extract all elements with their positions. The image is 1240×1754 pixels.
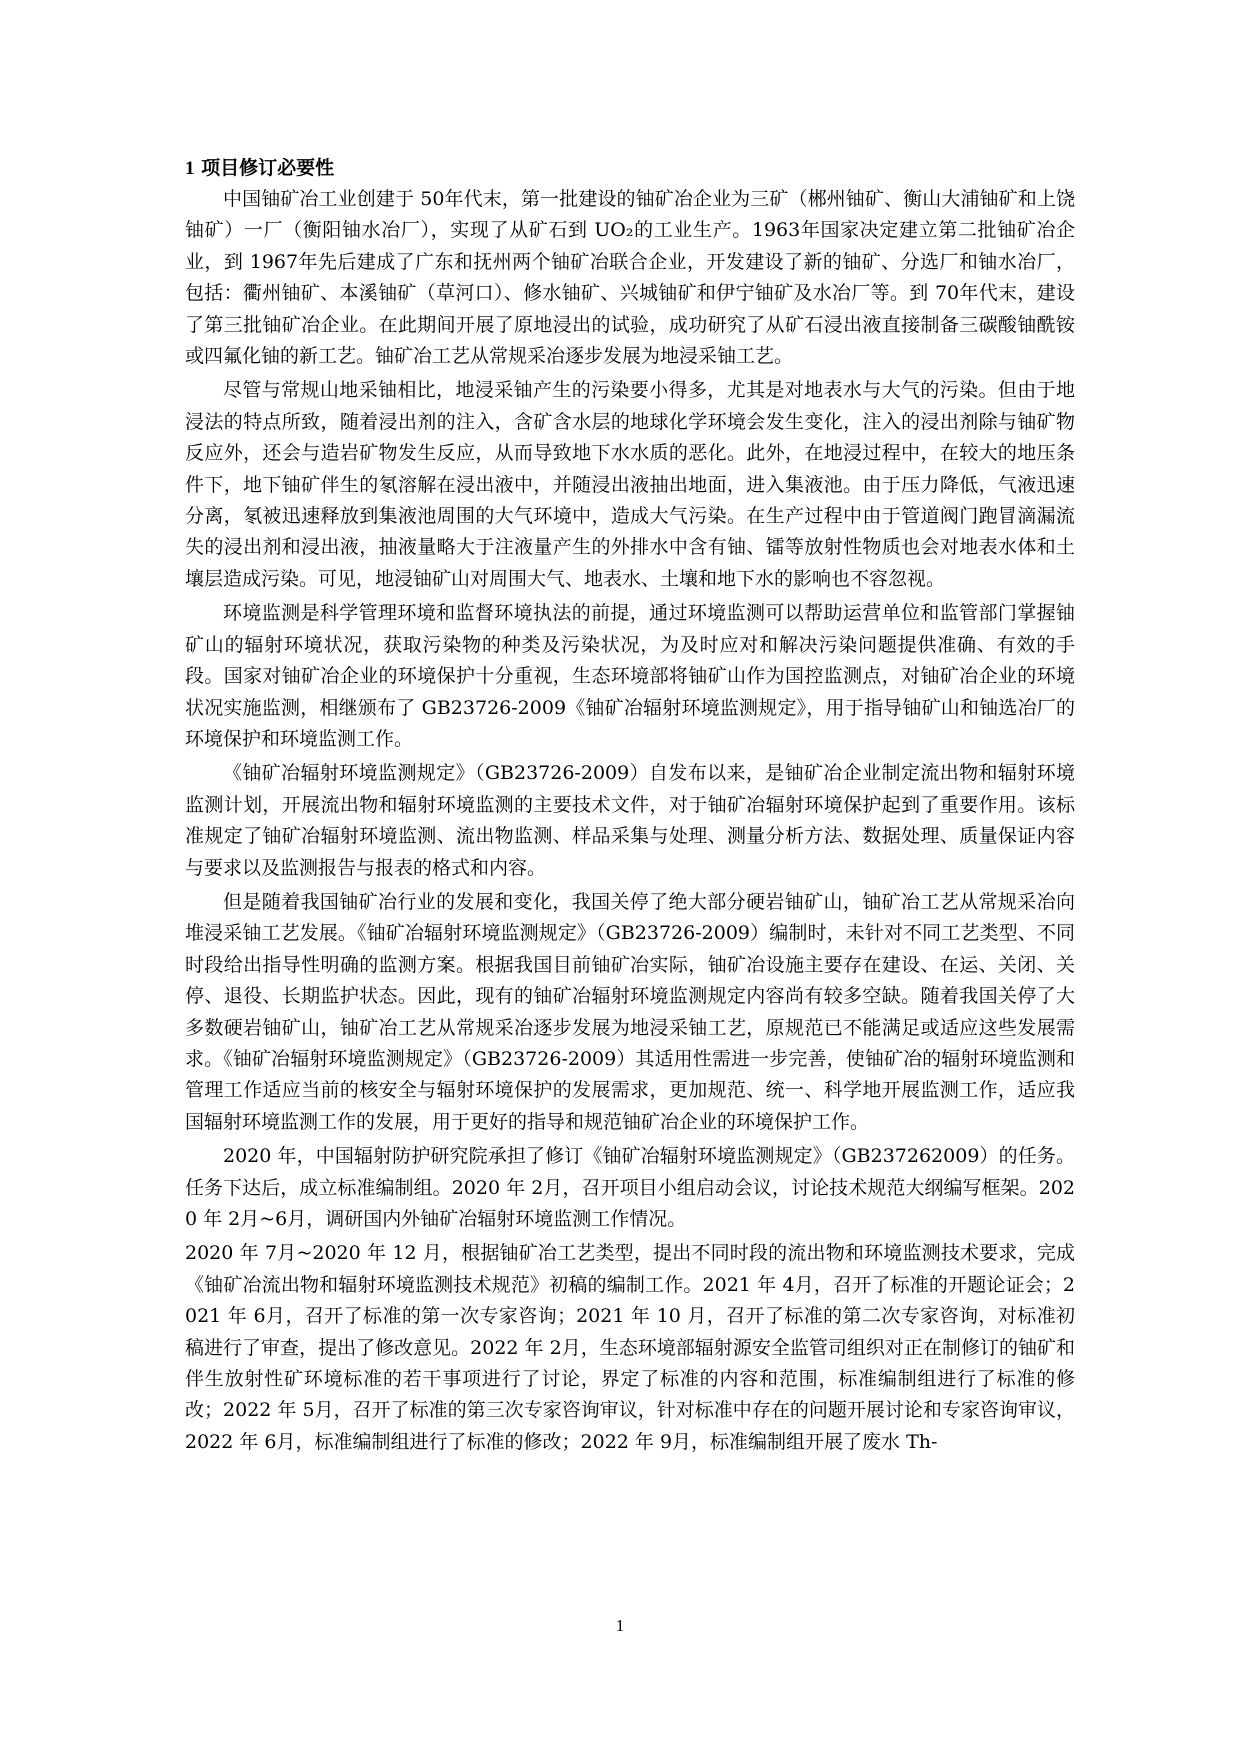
section-number: 1	[185, 158, 195, 179]
paragraph-standard: 《铀矿冶辐射环境监测规定》（GB23726-2009）自发布以来，是铀矿冶企业制定流出物和辐射环境监测计划，开展流出物和辐射环境监测的主要技术文件，对于铀矿冶辐射环境保护起到了重要作用。该标准规定了铀矿冶辐射环境监测、流出物监测、样品采集与处理、测量分析方法、数据处理、质量保证内容与要求以及监测报告与报表的格式和内容。	[185, 762, 1075, 879]
paragraph-history: 中国铀矿冶工业创建于 50年代末，第一批建设的铀矿冶企业为三矿（郴州铀矿、衡山大浦铀矿和上饶铀矿）一厂（衡阳铀水冶厂），实现了从矿石到 UO₂的工业生产。1963年国家决定建立第二批铀矿冶企业，到 1967年先后建成了广东和抚州两个铀矿冶联合企业，开发建设了新的铀矿、分选厂和铀水冶厂，包括：衢州铀矿、本溪铀矿（草河口）、修水铀矿、兴城铀矿和伊宁铀矿及水冶厂等。到 70年代末，建设了第三批铀矿冶企业。在此期间开展了原地浸出的试验，成功研究了从矿石浸出液直接制备三碳酸铀酰铵或四氟化铀的新工艺。铀矿冶工艺从常规采冶逐步发展为地浸采铀工艺。	[185, 188, 1075, 368]
paragraph-monitoring: 环境监测是科学管理环境和监督环境执法的前提，通过环境监测可以帮助运营单位和监管部门掌握铀矿山的辐射环境状况，获取污染物的种类及污染状况，为及时应对和解决污染问题提供准确、有效的手段。国家对铀矿冶企业的环境保护十分重视，生态环境部将铀矿山作为国控监测点，对铀矿冶企业的环境状况实施监测，相继颁布了 GB23726-2009《铀矿冶辐射环境监测规定》，用于指导铀矿山和铀选冶厂的环境保护和环境监测工作。	[185, 602, 1075, 750]
paragraph-development: 但是随着我国铀矿冶行业的发展和变化，我国关停了绝大部分硬岩铀矿山，铀矿冶工艺从常规采冶向堆浸采铀工艺发展。《铀矿冶辐射环境监测规定》（GB23726-2009）编制时，未针对不同工艺类型、不同时段给出指导性明确的监测方案。根据我国目前铀矿冶实际，铀矿冶设施主要存在建设、在运、关闭、关停、退役、长期监护状态。因此，现有的铀矿冶辐射环境监测规定内容尚有较多空缺。随着我国关停了大多数硬岩铀矿山，铀矿冶工艺从常规采冶逐步发展为地浸采铀工艺，原规范已不能满足或适应这些发展需求。《铀矿冶辐射环境监测规定》（GB23726-2009）其适用性需进一步完善，使铀矿冶的辐射环境监测和管理工作适应当前的核安全与辐射环境保护的发展需求，更加规范、统一、科学地开展监测工作，适应我国辐射环境监测工作的发展，用于更好的指导和规范铀矿冶企业的环境保护工作。	[185, 890, 1075, 1133]
paragraph-pollution: 尽管与常规山地采铀相比，地浸采铀产生的污染要小得多，尤其是对地表水与大气的污染。但由于地浸法的特点所致，随着浸出剂的注入，含矿含水层的地球化学环境会发生变化，注入的浸出剂除与铀矿物反应外，还会与造岩矿物发生反应，从而导致地下水水质的恶化。此外，在地浸过程中，在较大的地压条件下，地下铀矿伴生的氡溶解在浸出液中，并随浸出液抽出地面，进入集液池。由于压力降低，气液迅速分离，氡被迅速释放到集液池周围的大气环境中，造成大气污染。在生产过程中由于管道阀门跑冒滴漏流失的浸出剂和浸出液，抽液量略大于注液量产生的外排水中含有铀、镭等放射性物质也会对地表水体和土壤层造成污染。可见，地浸铀矿山对周围大气、地表水、土壤和地下水的影响也不容忽视。	[185, 379, 1075, 590]
paragraph-revision-2020: 2020 年，中国辐射防护研究院承担了修订《铀矿冶辐射环境监测规定》（GB237262009）的任务。任务下达后，成立标准编制组。2020 年 2月，召开项目小组启动会议，讨论技术规范大纲编写框架。2020 年 2月~6月，调研国内外铀矿冶辐射环境监测工作情况。	[185, 1145, 1075, 1230]
section-heading	[185, 152, 1075, 184]
document-page	[185, 152, 1075, 1461]
section-title: 项目修订必要性	[201, 157, 335, 179]
paragraph-timeline: 2020 年 7月~2020 年 12 月，根据铀矿冶工艺类型，提出不同时段的流出物和环境监测技术要求，完成《铀矿冶流出物和辐射环境监测技术规范》初稿的编制工作。2021 年 4月，召开了标准的开题论证会；2021 年 6月，召开了标准的第一次专家咨询；2021 年 10 月，召开了标准的第二次专家咨询，对标准初稿进行了审查，提出了修改意见。2022 年 2月，生态环境部辐射源安全监管司组织对正在制修订的铀矿和伴生放射性矿环境标准的若干事项进行了讨论，界定了标准的内容和范围，标准编制组进行了标准的修改；2022 年 5月，召开了标准的第三次专家咨询审议，针对标准中存在的问题开展讨论和专家咨询审议，2022 年 6月，标准编制组进行了标准的修改；2022 年 9月，标准编制组开展了废水 Th-	[185, 1242, 1075, 1453]
page-number: 1	[615, 1616, 625, 1635]
